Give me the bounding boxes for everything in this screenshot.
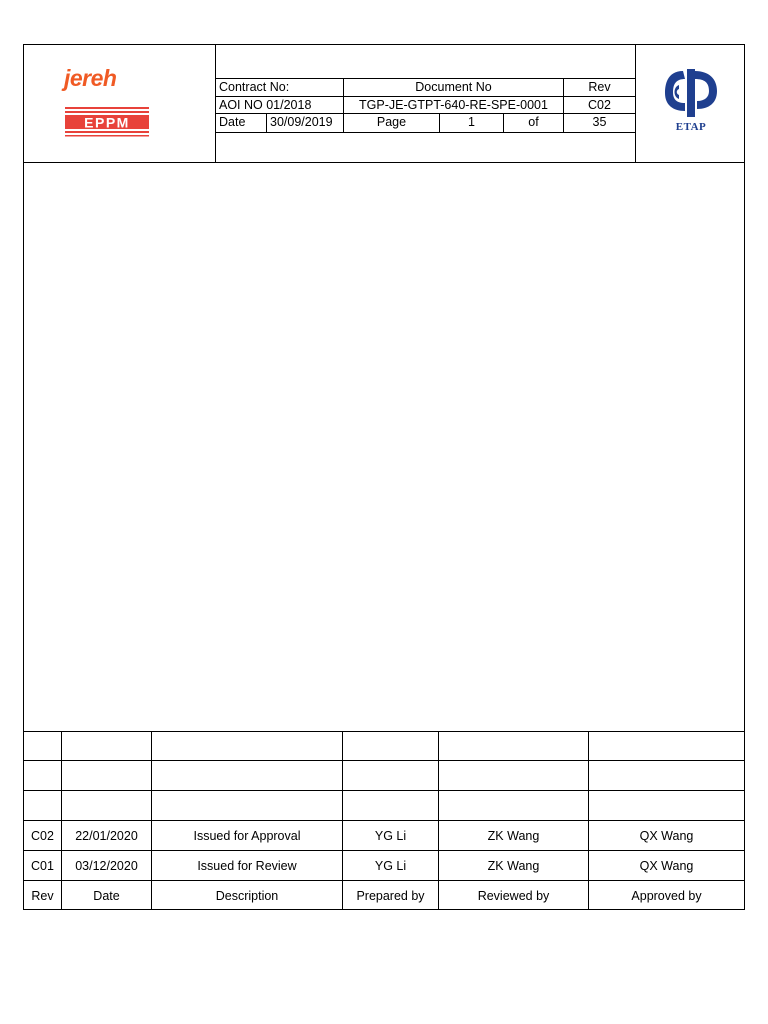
rev-label: Rev — [563, 79, 635, 96]
revision-cell: QX Wang — [588, 851, 744, 880]
company-logo-block — [24, 45, 216, 162]
contract-value: AOI NO 01/2018 — [219, 98, 312, 112]
info-blank-bottom — [216, 133, 635, 162]
info-row-date-page — [216, 114, 635, 133]
revision-cell — [438, 732, 588, 760]
revision-cell — [61, 791, 151, 820]
revision-header-cell: Approved by — [588, 881, 744, 910]
revision-cell: 03/12/2020 — [61, 851, 151, 880]
revision-cell: ZK Wang — [438, 851, 588, 880]
revision-cell — [438, 791, 588, 820]
revision-cell: QX Wang — [588, 821, 744, 850]
revision-row — [24, 732, 744, 761]
revision-cell — [588, 761, 744, 790]
of-label: of — [503, 114, 563, 132]
revision-row — [24, 851, 744, 881]
revision-header-cell: Date — [61, 881, 151, 910]
eppm-logo — [65, 107, 149, 137]
revision-row — [24, 791, 744, 821]
info-blank-top — [216, 45, 635, 79]
revision-cell — [61, 732, 151, 760]
revision-cell — [151, 791, 342, 820]
document-sheet — [23, 44, 745, 910]
revision-cell — [24, 761, 61, 790]
revision-cell — [24, 732, 61, 760]
revision-row — [24, 761, 744, 791]
revision-cell: C01 — [31, 858, 54, 873]
revision-cell — [342, 791, 438, 820]
page-value: 1 — [439, 114, 503, 132]
revision-cell: ZK Wang — [438, 821, 588, 850]
revision-cell — [588, 732, 744, 760]
eppm-logo-text: EPPM — [84, 114, 130, 131]
revision-table — [24, 731, 744, 910]
revision-cell: Issued for Review — [151, 851, 342, 880]
revision-header-cell: Description — [151, 881, 342, 910]
revision-cell — [342, 761, 438, 790]
revision-cell — [61, 761, 151, 790]
revision-cell: YG Li — [342, 821, 438, 850]
info-row-labels — [216, 79, 635, 97]
revision-header-cell: Prepared by — [342, 881, 438, 910]
contract-label: Contract No: — [219, 80, 290, 94]
revision-cell — [151, 761, 342, 790]
total-pages: 35 — [563, 114, 635, 132]
document-header — [24, 45, 744, 163]
revision-cell: YG Li — [342, 851, 438, 880]
etap-logo-text: ETAP — [675, 121, 707, 133]
revision-cell — [24, 791, 61, 820]
document-number: TGP-JE-GTPT-640-RE-SPE-0001 — [343, 97, 563, 113]
revision-cell — [342, 732, 438, 760]
document-info-block — [216, 45, 635, 162]
revision-header-cell: Rev — [31, 888, 54, 903]
revision-cell — [588, 791, 744, 820]
revision-header-row — [24, 881, 744, 910]
rev-value: C02 — [563, 97, 635, 113]
info-row-values — [216, 97, 635, 114]
document-label: Document No — [343, 79, 563, 96]
revision-header-cell: Reviewed by — [438, 881, 588, 910]
etap-logo — [661, 65, 721, 133]
date-value: 30/09/2019 — [266, 114, 343, 132]
revision-cell: Issued for Approval — [151, 821, 342, 850]
jereh-logo: jereh — [64, 65, 117, 91]
revision-cell — [438, 761, 588, 790]
revision-cell: C02 — [31, 828, 54, 843]
revision-cell: 22/01/2020 — [61, 821, 151, 850]
client-logo-block — [635, 45, 745, 162]
revision-row — [24, 821, 744, 851]
date-label: Date — [219, 115, 246, 129]
page-label: Page — [343, 114, 439, 132]
revision-cell — [151, 732, 342, 760]
